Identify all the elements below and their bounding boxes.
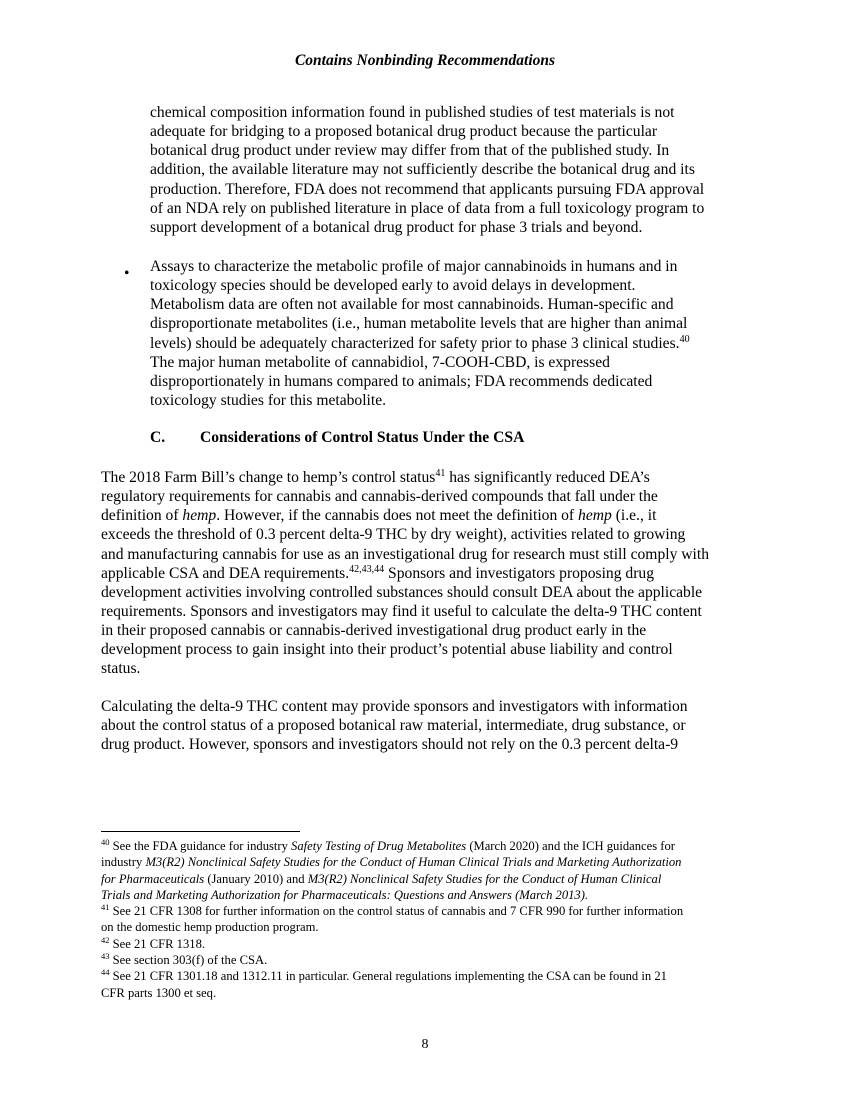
italic-text: hemp xyxy=(182,507,217,525)
text-run: industry xyxy=(101,855,146,870)
text-line xyxy=(101,854,683,870)
text-line xyxy=(101,952,683,968)
text-line xyxy=(101,621,709,640)
text-run: in their proposed cannabis or cannabis-derived investigational drug product early in the xyxy=(101,622,647,640)
footnote-reference: 42 xyxy=(101,934,110,945)
text-run: botanical drug product under review may differ from that of the published study. In xyxy=(150,142,670,160)
text-run: addition, the available literature may not sufficiently describe the botanical drug and its xyxy=(150,161,695,179)
text-run: . However, if the cannabis does not meet the definition of xyxy=(216,507,579,525)
paragraph-thc-content xyxy=(101,697,688,754)
section-number: C. xyxy=(150,429,166,446)
text-run: about the control status of a proposed botanical raw material, intermediate, drug substance, or xyxy=(101,717,686,735)
text-run: has significantly reduced DEA’s xyxy=(445,469,650,486)
text-run: applicable CSA and DEA requirements. xyxy=(101,564,350,582)
text-run: drug product. However, sponsors and investigators should not rely on the 0.3 percent delta-9 xyxy=(101,736,679,754)
text-line xyxy=(101,903,683,919)
text-run: development process to gain insight into their product’s potential abuse liability and control xyxy=(101,641,673,659)
text-line xyxy=(150,372,690,391)
text-line xyxy=(101,871,683,887)
text-run: (i.e., it xyxy=(611,507,657,525)
paragraph-farm-bill xyxy=(101,468,709,679)
text-run: adequate for bridging to a proposed botanical drug product because the particular xyxy=(150,123,658,141)
footnote-reference: 43 xyxy=(101,951,110,962)
section-heading xyxy=(150,429,524,447)
text-run: regulatory requirements for cannabis and cannabis-derived compounds that fall under the xyxy=(101,488,658,506)
text-line xyxy=(101,735,688,754)
text-run: chemical composition information found in published studies of test materials is not xyxy=(150,104,675,121)
text-run: exceeds the threshold of 0.3 percent delta-9 THC by dry weight), activities related to growing xyxy=(101,526,686,544)
text-run: levels) should be adequately characterized for safety prior to phase 3 clinical studies. xyxy=(150,334,680,352)
text-line xyxy=(101,697,688,716)
text-line xyxy=(150,353,690,372)
text-line xyxy=(101,716,688,735)
text-run: and manufacturing cannabis for use as an investigational drug for research must still comply with xyxy=(101,545,709,563)
text-line xyxy=(150,180,704,199)
italic-text: hemp xyxy=(578,507,612,525)
text-run: Assays to characterize the metabolic profile of major cannabinoids in humans and in xyxy=(150,258,678,275)
text-run: See the FDA guidance for industry xyxy=(109,839,292,853)
text-line xyxy=(101,659,709,678)
text-line xyxy=(101,887,683,903)
text-line xyxy=(150,103,704,122)
footnote-reference: 41 xyxy=(435,468,446,479)
text-run: support development of a botanical drug product for phase 3 trials and beyond. xyxy=(150,218,643,236)
text-line xyxy=(150,334,690,353)
text-run: Metabolism data are often not available for most cannabinoids. Human-specific and xyxy=(150,296,674,314)
text-run: (March 2020) and the ICH guidances for xyxy=(466,839,675,853)
text-run: of an NDA rely on published literature in place of data from a full toxicology program to xyxy=(150,199,705,217)
text-line xyxy=(150,199,704,218)
text-run: development activities involving controlled substances should consult DEA about the applicable xyxy=(101,583,703,601)
italic-text: for Pharmaceuticals xyxy=(101,871,205,886)
text-run: production. Therefore, FDA does not recommend that applicants pursuing FDA approval xyxy=(150,180,705,198)
text-run: See section 303(f) of the CSA. xyxy=(109,953,268,968)
text-run: The major human metabolite of cannabidiol, 7-COOH-CBD, is expressed xyxy=(150,353,610,371)
bullet-icon: • xyxy=(124,265,130,282)
text-run: Sponsors and investigators proposing drug xyxy=(384,564,655,582)
text-line xyxy=(150,141,704,160)
footnote-reference: 41 xyxy=(101,902,110,913)
text-line xyxy=(150,160,704,179)
text-run: disproportionately in humans compared to animals; FDA recommends dedicated xyxy=(150,372,653,390)
section-title: Considerations of Control Status Under the CSA xyxy=(200,429,525,446)
text-run: on the domestic hemp production program. xyxy=(101,920,319,935)
text-run: CFR parts 1300 et seq. xyxy=(101,985,217,1000)
text-run: toxicology studies for this metabolite. xyxy=(150,391,387,409)
text-run: definition of xyxy=(101,507,183,525)
text-line xyxy=(150,276,690,295)
text-line xyxy=(101,487,709,506)
text-line xyxy=(101,468,709,487)
text-run: See 21 CFR 1318. xyxy=(109,936,206,951)
footnote-separator xyxy=(101,831,300,832)
bullet-item-metabolic-profile xyxy=(150,257,690,410)
text-line xyxy=(101,936,683,952)
text-run: toxicology species should be developed early to avoid delays in development. xyxy=(150,277,636,295)
text-line xyxy=(101,564,709,583)
text-run: status. xyxy=(101,660,141,678)
text-line xyxy=(101,525,709,544)
text-line xyxy=(150,391,690,410)
text-line xyxy=(150,257,690,276)
text-line xyxy=(101,506,709,525)
text-line xyxy=(101,968,683,984)
text-line xyxy=(101,919,683,935)
italic-text: Trials and Marketing Authorization for Pharmaceuticals: Questions and Answers (March 2013). xyxy=(101,887,589,902)
text-line xyxy=(150,295,690,314)
text-line xyxy=(150,314,690,333)
text-run: See 21 CFR 1301.18 and 1312.11 in particular. General regulations implementing the CSA can be found in 21 xyxy=(109,969,667,984)
text-line xyxy=(101,838,683,854)
text-run: See 21 CFR 1308 for further information on the control status of cannabis and 7 CFR 990 for further information xyxy=(109,904,684,919)
text-line xyxy=(101,602,709,621)
footnotes xyxy=(101,838,683,1001)
text-run: requirements. Sponsors and investigators may find it useful to calculate the delta-9 THC content xyxy=(101,602,702,620)
footnote-reference: 40 xyxy=(101,837,110,847)
footnote-reference: 44 xyxy=(101,967,110,978)
italic-text: M3(R2) Nonclinical Safety Studies for the Conduct of Human Clinical Trials and Marketing Authorization xyxy=(145,855,682,870)
text-line xyxy=(101,640,709,659)
text-line xyxy=(101,583,709,602)
page-number: 8 xyxy=(421,1037,429,1052)
text-line xyxy=(150,218,704,237)
italic-text: Safety Testing of Drug Metabolites xyxy=(291,839,467,853)
running-header: Contains Nonbinding Recommendations xyxy=(294,52,556,69)
text-line xyxy=(150,122,704,141)
text-run: Calculating the delta-9 THC content may provide sponsors and investigators with information xyxy=(101,698,688,715)
text-run: The 2018 Farm Bill’s change to hemp’s control status xyxy=(101,469,436,486)
footnote-reference: 42,43,44 xyxy=(349,563,385,575)
italic-text: M3(R2) Nonclinical Safety Studies for the Conduct of Human Clinical xyxy=(307,871,662,886)
paragraph-published-literature xyxy=(150,103,704,237)
footnote-reference: 40 xyxy=(679,333,690,345)
text-run: (January 2010) and xyxy=(204,871,308,886)
text-run: disproportionate metabolites (i.e., human metabolite levels that are higher than animal xyxy=(150,315,688,333)
text-line xyxy=(101,985,683,1001)
text-line xyxy=(101,545,709,564)
